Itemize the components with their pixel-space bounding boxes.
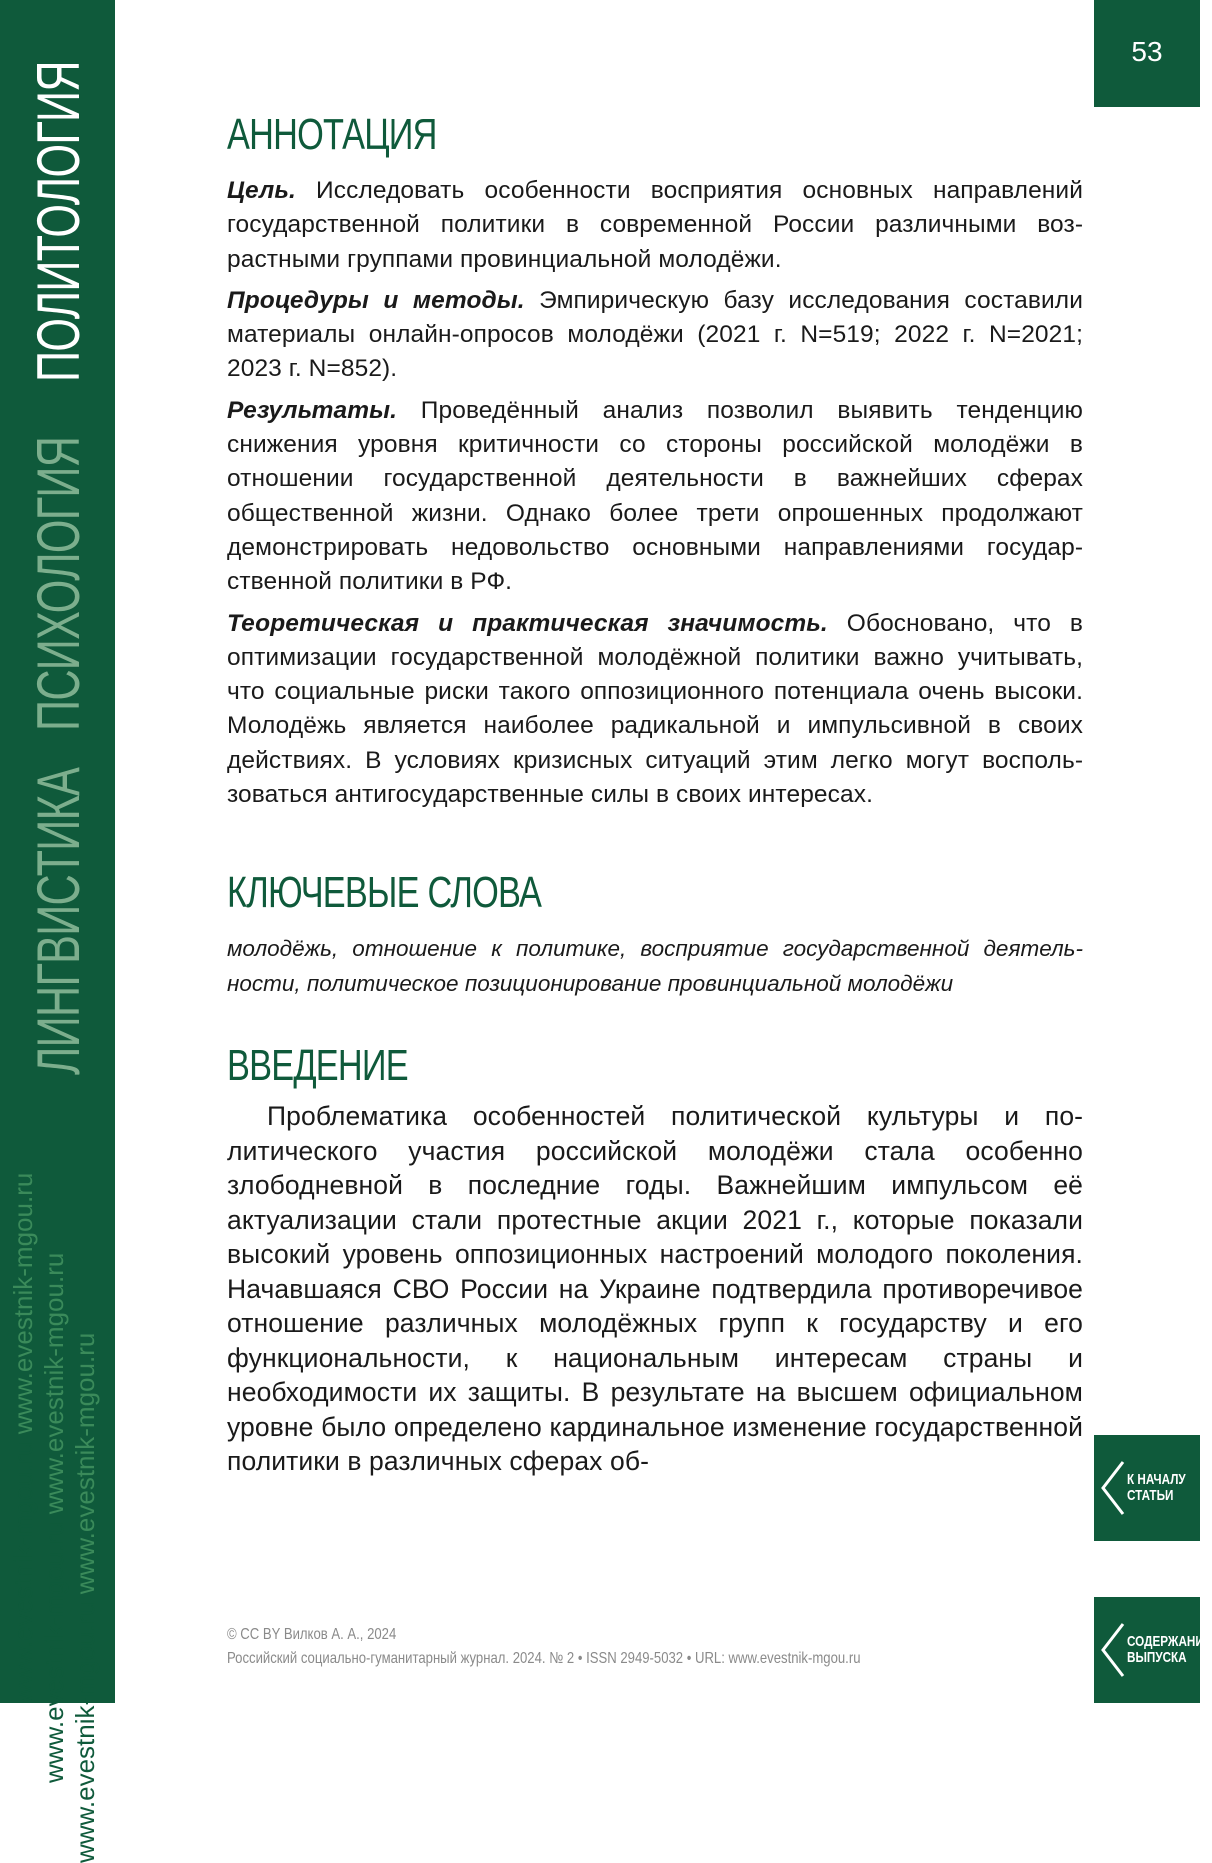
keywords-text: молодёжь, отношение к политике, восприятие государственной деятельности, политическое позиционирование провинциальной молодёжи — [227, 936, 1083, 996]
annotation-results: Результаты. Проведённый анализ позволил выявить тенденцию снижения уровня критичности со стороны российской молодёжи в отношении государственной деятельности в важнейших сферах общественной жизни. Однако более трети опрошенных продолжают демонстрировать недовольство основными направлениями государственной политики в РФ. — [227, 396, 1083, 596]
article-content — [227, 110, 1083, 1479]
annotation-significance: Теоретическая и практическая значимость. Обосновано, что в оптимизации государственной молодёжной политики важно учитывать, что социальные риски такого оппозиционного потенциала очень высоки. Молодёжь является наиболее радикальной и импульсивной в своих действиях. В условиях кризисных ситуаций этим легко могут воспользоваться антигосударственные силы в своих интересах. — [227, 609, 1083, 809]
keywords-heading: КЛЮЧЕВЫЕ СЛОВА — [227, 868, 542, 918]
site-url-link[interactable]: www.evestnik-mgou.ru — [70, 1332, 100, 1595]
url-row — [70, 1333, 101, 1863]
to-article-start-label: К НАЧАЛУ СТАТЬИ — [1127, 1471, 1186, 1504]
chevron-left-icon — [1099, 1458, 1127, 1518]
site-url-link[interactable]: www.evestnik-mgou.ru — [8, 1172, 38, 1435]
copyright-line: © CC BY Вилков А. А., 2024 — [227, 1626, 397, 1643]
site-url-link[interactable]: www.evestnik-mgou.ru — [8, 1441, 38, 1703]
url-row — [8, 1173, 39, 1703]
page-number: 53 — [1094, 0, 1200, 107]
annotation-methods: Процедуры и методы. Эмпирическую базу исследования составили материалы онлайн-опросов молодёжи (2021 г. N=519; 2022 г. N=2021; 2023 г. N=852). — [227, 286, 1083, 383]
site-url-link[interactable]: www.evestnik-mgou.ru — [39, 1521, 69, 1783]
site-url-link[interactable]: www.evestnik-mgou.ru — [39, 1252, 69, 1515]
site-url-link[interactable]: www.evestnik-mgou.ru — [70, 1601, 100, 1863]
journal-line: Российский социально-гуманитарный журнал. 2024. № 2 • ISSN 2949-5032 • URL: www.evestnik-mgou.ru — [227, 1650, 861, 1667]
rubric-linguistics: ЛИНГВИСТИКА — [25, 767, 92, 1075]
rubric-list — [25, 3, 92, 1075]
rubric-psychology: ПСИХОЛОГИЯ — [25, 436, 92, 731]
annotation-heading: АННОТАЦИЯ — [227, 110, 437, 159]
introduction-text: Проблематика особенностей политической культуры и политического участия российской молодёжи стала особенно злободневной в последние годы. Важнейшим импульсом её актуализации стали протестные акции 2021 г., которые показали высокий уровень оппозиционных настроений молодого поколения. Начавшаяся СВО России на Украине подтвердила противоречивое отношение различных молодёжных групп к государству и его функциональности, к национальным интересам страны и необходимости их защиты. В результате на высшем официальном уровне было определено кардинальное изменение государственной политики в различных сферах об- — [227, 1101, 1083, 1477]
annotation-goal: Цель. Исследовать особенности восприятия основных направлений государственной политики в современной России различными возрастными группами провинциальной молодёжи. — [227, 177, 1083, 273]
to-article-start-button[interactable] — [1094, 1435, 1200, 1541]
rubric-political-science: ПОЛИТОЛОГИЯ — [25, 61, 92, 382]
page-footer — [227, 1623, 861, 1671]
issue-contents-label: СОДЕРЖАНИЕ ВЫПУСКА — [1127, 1633, 1212, 1666]
introduction-heading: ВВЕДЕНИЕ — [227, 1041, 408, 1091]
chevron-left-icon — [1099, 1620, 1127, 1680]
issue-contents-button[interactable] — [1094, 1597, 1212, 1703]
site-url-block — [8, 1172, 101, 1863]
url-row — [39, 1253, 70, 1783]
